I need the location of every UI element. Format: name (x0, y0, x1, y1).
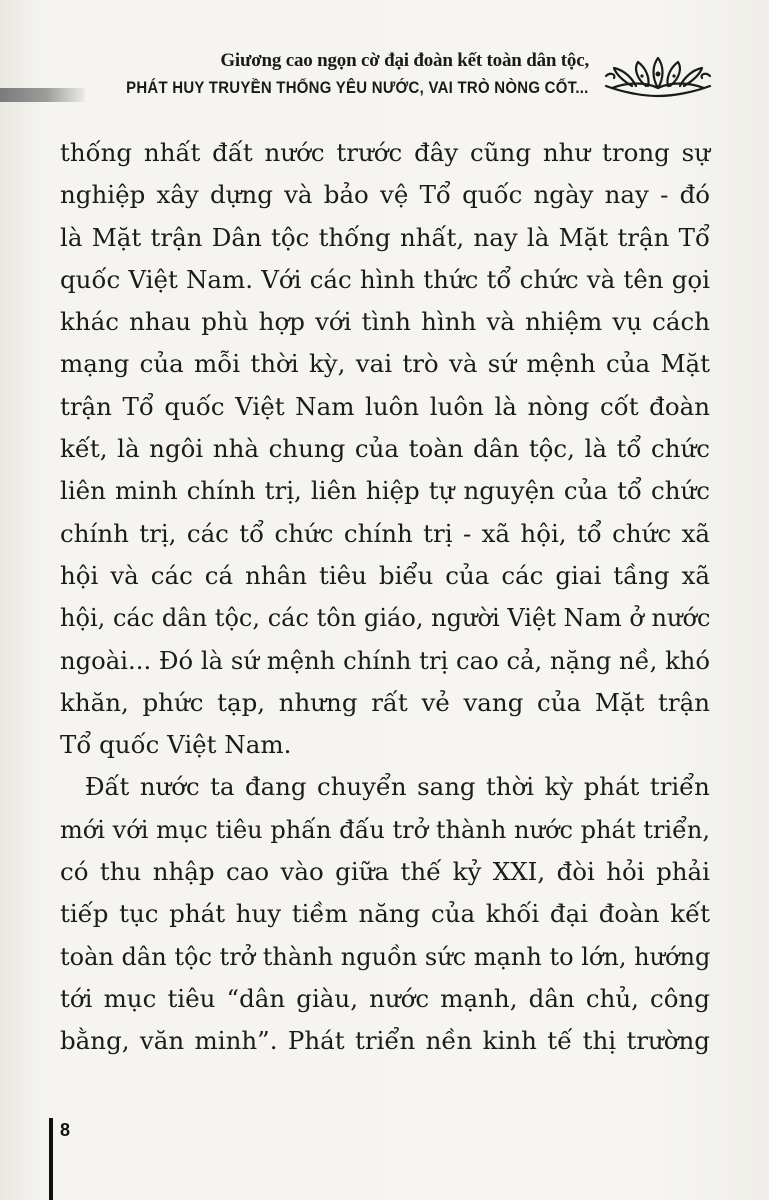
text-line: mới với mục tiêu phấn đấu trở thành nước phát triển, (60, 814, 711, 844)
header-decorative-bar (0, 88, 85, 102)
text-line: khác nhau phù hợp với tình hình và nhiệm vụ cách (60, 307, 710, 337)
text-line: thống nhất đất nước trước đây cũng như trong sự (60, 138, 710, 167)
text-line: khăn, phức tạp, nhưng rất vẻ vang của Mặt trận (60, 687, 710, 717)
text-line: kết, là ngôi nhà chung của toàn dân tộc, là tổ chức (60, 434, 710, 464)
text-line: là Mặt trận Dân tộc thống nhất, nay là Mặt trận Tổ (60, 222, 710, 252)
header-title-line-2: PHÁT HUY TRUYỀN THỐNG YÊU NƯỚC, VAI TRÒ NÒNG CỐT... (126, 78, 589, 97)
text-line: tới mục tiêu “dân giàu, nước mạnh, dân chủ, công (60, 983, 710, 1013)
text-line: trận Tổ quốc Việt Nam luôn luôn là nòng cốt đoàn (60, 391, 710, 421)
text-line: bằng, văn minh”. Phát triển nền kinh tế thị trường (60, 1026, 710, 1056)
paragraph-start-line: Đất nước ta đang chuyển sang thời kỳ phát triển (84, 772, 710, 802)
text-line: hội và các cá nhân tiêu biểu của các giai tầng xã (60, 560, 710, 590)
text-line: hội, các dân tộc, các tôn giáo, người Việt Nam ở nước (60, 603, 711, 633)
header-title-line-1: Giương cao ngọn cờ đại đoàn kết toàn dân tộc, (220, 50, 589, 71)
text-line: có thu nhập cao vào giữa thế kỷ XXI, đòi hỏi phải (60, 857, 710, 887)
text-line: nghiệp xây dựng và bảo vệ Tổ quốc ngày nay - đó (60, 180, 710, 210)
text-line: ngoài... Đó là sứ mệnh chính trị cao cả, nặng nề, khó (60, 645, 711, 675)
text-line: quốc Việt Nam. Với các hình thức tổ chức và tên gọi (60, 264, 710, 294)
footer-vertical-rule (49, 1118, 53, 1200)
body-text (60, 132, 710, 1063)
text-line: liên minh chính trị, liên hiệp tự nguyện của tổ chức (60, 476, 710, 506)
running-header (0, 40, 769, 110)
text-line: chính trị, các tổ chức chính trị - xã hội, tổ chức xã (60, 518, 710, 548)
text-line: toàn dân tộc trở thành nguồn sức mạnh to lớn, hướng (60, 941, 711, 971)
text-line: mạng của mỗi thời kỳ, vai trò và sứ mệnh của Mặt (60, 349, 710, 379)
lotus-ornament-icon (602, 52, 714, 100)
page-number: 8 (60, 1120, 71, 1140)
paragraph-end-line: Tổ quốc Việt Nam. (60, 730, 292, 760)
text-line: tiếp tục phát huy tiềm năng của khối đại đoàn kết (60, 899, 710, 929)
